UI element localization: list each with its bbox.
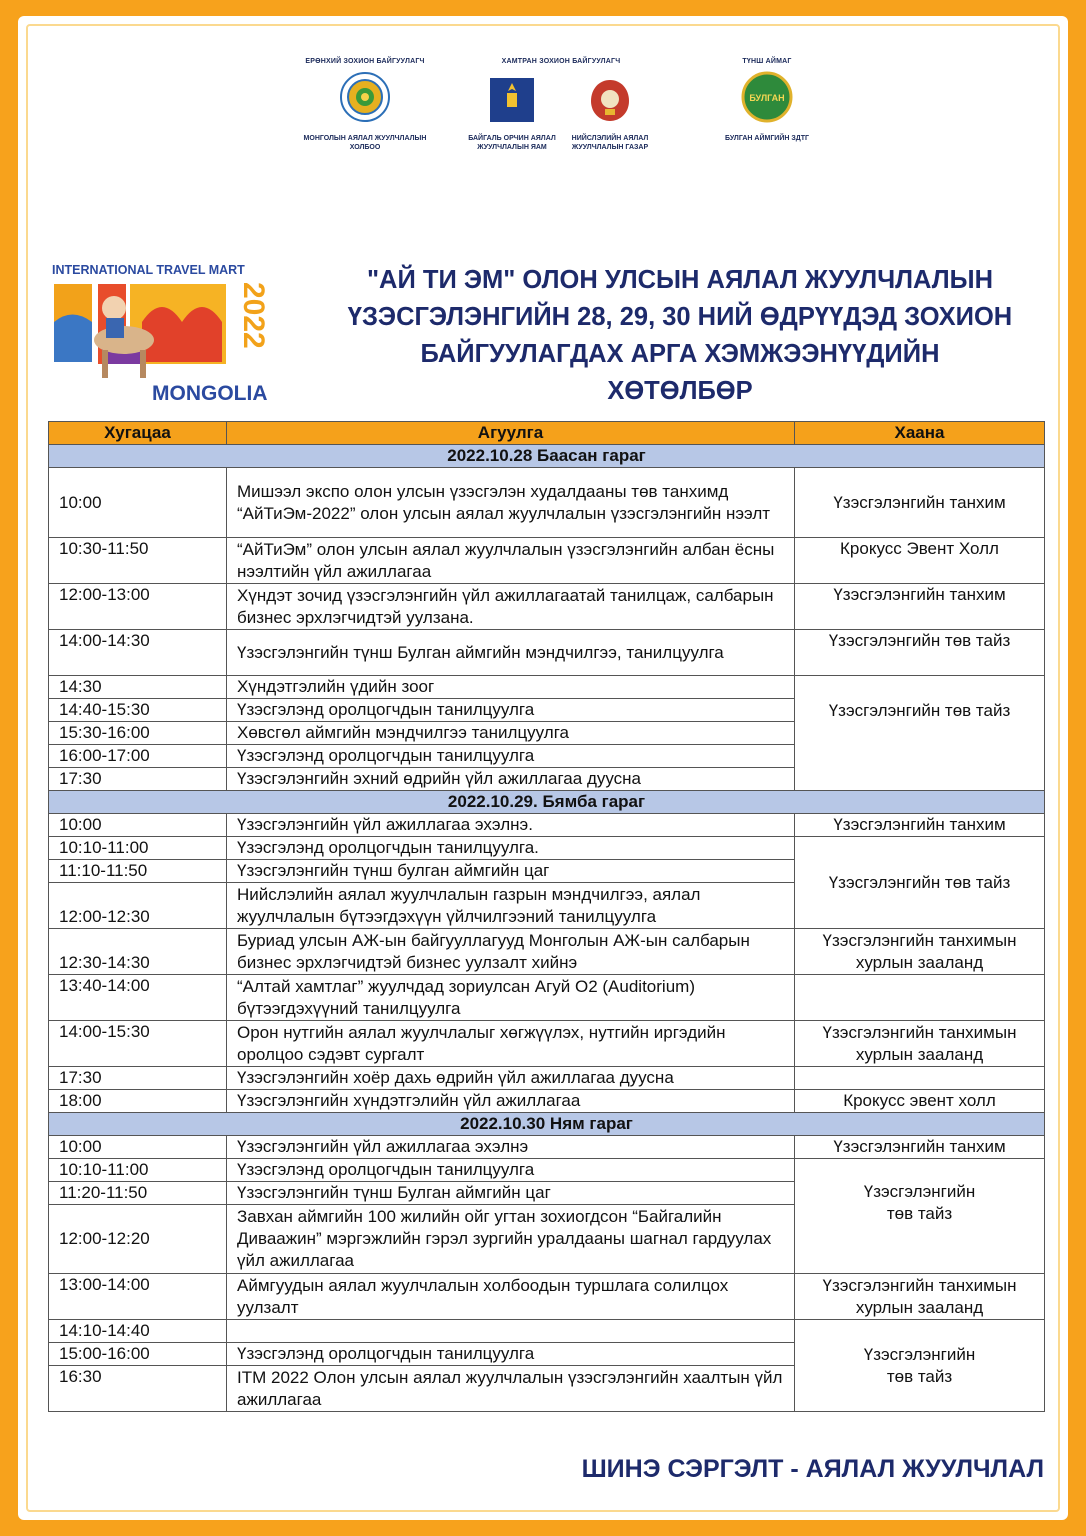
time-cell: 10:00	[49, 468, 227, 538]
time-cell: 12:00-13:00	[49, 584, 227, 630]
content-cell: Үзэсгэлэнд оролцогчдын танилцуулга	[227, 745, 795, 768]
time-cell: 14:10-14:40	[49, 1320, 227, 1343]
table-row	[49, 1067, 1045, 1090]
organizer-role: ХАМТРАН ЗОХИОН БАЙГУУЛАГЧ	[501, 58, 621, 65]
header-time: Хугацаа	[49, 422, 227, 445]
where-line: Үзэсгэлэнгийн	[863, 1182, 976, 1201]
where-cell: Үзэсгэлэнгийн танхимын хурлын зааланд	[795, 1021, 1045, 1067]
table-row	[49, 929, 1045, 975]
content-cell: Аймгуудын аялал жуулчлалын холбоодын туршлага солилцох уулзалт	[227, 1274, 795, 1320]
capital-tourism-name: НИЙСЛЭЛИЙН АЯЛАЛ ЖУУЛЧЛАЛЫН ГАЗАР	[571, 135, 649, 151]
table-row	[49, 975, 1045, 1021]
time-cell: 12:00-12:30	[49, 883, 227, 929]
day-header	[49, 1113, 1045, 1136]
document-title	[320, 262, 1040, 410]
content-cell: Үзэсгэлэнгийн эхний өдрийн үйл ажиллагаа дууснa	[227, 768, 795, 791]
table-row	[49, 1274, 1045, 1320]
bulgan-seal-text: БУЛГАН	[749, 93, 785, 103]
table-row	[49, 1136, 1045, 1159]
time-cell: 17:30	[49, 768, 227, 791]
content-cell: Хүндэт зочид үзэсгэлэнгийн үйл ажиллагаатай танилцаж, салбарын бизнес эрхлэгчидтэй уулзана.	[227, 584, 795, 630]
content-cell: Үзэсгэлэнд оролцогчдын танилцуулга	[227, 699, 795, 722]
time-cell: 14:00-14:30	[49, 630, 227, 676]
content-cell: Завхан аймгийн 100 жилийн ойг угтан зохиогдсон “Байгалийн Диваажин” мэргэжлийн гэрэл зургийн уралдааны шагнал гардуулах үйл ажиллагаа	[227, 1205, 795, 1274]
content-cell: Орон нутгийн аялал жуулчлалыг хөгжүүлэх, нутгийн иргэдийн оролцоо сэдэвт сургалт	[227, 1021, 795, 1067]
time-cell: 13:40-14:00	[49, 975, 227, 1021]
where-cell: Үзэсгэлэнгийн танхим	[795, 814, 1045, 837]
day-label: 2022.10.30 Ням гараг	[49, 1113, 1045, 1136]
table-header-row	[49, 422, 1045, 445]
table-row	[49, 1090, 1045, 1113]
schedule-table	[48, 421, 1045, 1412]
where-cell: Үзэсгэлэнгийн төв тайз	[795, 676, 1045, 791]
itm-2022-logo	[52, 262, 278, 407]
table-row	[49, 837, 1045, 860]
partner-province	[712, 58, 822, 143]
day-label: 2022.10.28 Баасан гараг	[49, 445, 1045, 468]
itm-logo-top-text: INTERNATIONAL TRAVEL MART	[52, 263, 245, 277]
where-line: төв тайз	[886, 1366, 953, 1386]
table-row	[49, 1320, 1045, 1343]
time-cell: 12:30-14:30	[49, 929, 227, 975]
capital-tourism-block	[564, 71, 656, 152]
ulaanbaatar-emblem	[587, 77, 633, 123]
content-cell	[227, 1320, 795, 1343]
itm-year: 2022	[237, 282, 270, 349]
where-cell: Үзэсгэлэнгийн танхим	[795, 1136, 1045, 1159]
content-cell: Үзэсгэлэнгийн хоёр дахь өдрийн үйл ажиллагаа дуусна	[227, 1067, 795, 1090]
content-cell: Үзэсгэлэнгийн түнш Булган аймгийн цаг	[227, 1182, 795, 1205]
time-cell: 14:30	[49, 676, 227, 699]
ministry-name: БАЙГАЛЬ ОРЧИН АЯЛАЛ ЖУУЛЧЛАЛЫН ЯАМ	[468, 135, 556, 151]
footer-slogan: ШИНЭ СЭРГЭЛТ - АЯЛАЛ ЖУУЛЧЛАЛ	[581, 1455, 1044, 1483]
time-cell: 13:00-14:00	[49, 1274, 227, 1320]
itm-logo-bottom-text: MONGOLIA	[152, 382, 268, 405]
content-cell: Хөвсгөл аймгийн мэндчилгээ танилцуулга	[227, 722, 795, 745]
content-cell: Нийслэлийн аялал жуулчлалын газрын мэндчилгээ, аялал жуулчлалын бүтээгдэхүүн үйлчилгээний танилцуулга	[227, 883, 795, 929]
time-cell: 16:30	[49, 1366, 227, 1412]
title-line: ҮЗЭСГЭЛЭНГИЙН 28, 29, 30 НИЙ ӨДРҮҮДЭД ЗОХИОН	[347, 303, 1013, 331]
table-row	[49, 1021, 1045, 1067]
where-cell: Үзэсгэлэнгийн танхимын хурлын зааланд	[795, 929, 1045, 975]
table-row	[49, 630, 1045, 676]
time-cell: 15:30-16:00	[49, 722, 227, 745]
time-cell: 10:00	[49, 1136, 227, 1159]
content-cell: Үзэсгэлэнд оролцогчдын танилцуулга	[227, 1343, 795, 1366]
content-cell: Буриад улсын АЖ-ын байгууллагууд Монголын АЖ-ын салбарын бизнес эрхлэгчидтэй бизнес уулзалт хийнэ	[227, 929, 795, 975]
content-cell: “Алтай хамтлаг” жуулчдад зориулсан Агуй O2 (Auditorium) бүтээгдэхүүний танилцуулга	[227, 975, 795, 1021]
table-row	[49, 538, 1045, 584]
time-cell: 11:20-11:50	[49, 1182, 227, 1205]
day-label: 2022.10.29. Бямба гараг	[49, 791, 1045, 814]
time-cell: 10:10-11:00	[49, 837, 227, 860]
time-cell: 15:00-16:00	[49, 1343, 227, 1366]
content-cell: Үзэсгэлэнгийн үйл ажиллагаа эхэлнэ.	[227, 814, 795, 837]
time-cell: 17:30	[49, 1067, 227, 1090]
table-row	[49, 584, 1045, 630]
organizer-co	[466, 58, 656, 152]
ministry-seal	[489, 77, 535, 123]
where-cell: Үзэсгэлэнгийн танхимын хурлын зааланд	[795, 1274, 1045, 1320]
time-cell: 18:00	[49, 1090, 227, 1113]
title-line: БАЙГУУЛАГДАХ АРГА ХЭМЖЭЭНҮҮДИЙН	[420, 340, 940, 368]
table-row	[49, 468, 1045, 538]
where-cell: Крокусс Эвент Холл	[795, 538, 1045, 584]
where-cell: Үзэсгэлэнгийн танхим	[795, 584, 1045, 630]
organizer-name: МОНГОЛЫН АЯЛАЛ ЖУУЛЧЛАЛЫН ХОЛБОО	[303, 135, 427, 151]
table-row	[49, 814, 1045, 837]
ministry-block	[466, 71, 558, 152]
header-where: Хаана	[795, 422, 1045, 445]
where-cell: Үзэсгэлэнгийн танхим	[795, 468, 1045, 538]
where-cell: Үзэсгэлэнгийн төв тайз	[795, 630, 1045, 676]
title-line: ХӨТӨЛБӨР	[607, 377, 753, 405]
table-row	[49, 676, 1045, 699]
content-cell: Мишээл экспо олон улсын үзэсгэлэн худалдааны төв танхимд “АйТиЭм-2022” олон улсын аялал жуулчлалын үзэсгэлэнгийн нээлт	[227, 468, 795, 538]
partner-name: БУЛГАН АЙМГИЙН ЗДТГ	[724, 135, 809, 142]
content-cell: Үзэсгэлэнгийн түнш Булган аймгийн мэндчилгээ, танилцуулга	[227, 630, 795, 676]
organizer-role: ЕРӨНХИЙ ЗОХИОН БАЙГУУЛАГЧ	[305, 58, 425, 65]
where-cell	[795, 1067, 1045, 1090]
where-cell: Крокусс эвент холл	[795, 1090, 1045, 1113]
bulgan-seal	[741, 71, 793, 123]
content-cell: Үзэсгэлэнд оролцогчдын танилцуулга.	[227, 837, 795, 860]
content-cell: ITM 2022 Олон улсын аялал жуулчлалын үзэсгэлэнгийн хаалтын үйл ажиллагаа	[227, 1366, 795, 1412]
where-cell	[795, 975, 1045, 1021]
where-line: Үзэсгэлэнгийн	[863, 1344, 976, 1364]
where-line: төв тайз	[886, 1204, 953, 1223]
time-cell: 14:00-15:30	[49, 1021, 227, 1067]
content-cell: Үзэсгэлэнгийн хүндэтгэлийн үйл ажиллагаа	[227, 1090, 795, 1113]
where-cell	[795, 1159, 1045, 1274]
day-header	[49, 445, 1045, 468]
time-cell: 16:00-17:00	[49, 745, 227, 768]
content-cell: Үзэсгэлэнд оролцогчдын танилцуулга	[227, 1159, 795, 1182]
time-cell: 11:10-11:50	[49, 860, 227, 883]
time-cell: 14:40-15:30	[49, 699, 227, 722]
where-cell	[795, 1320, 1045, 1412]
organizer-main	[290, 58, 440, 152]
content-cell: Үзэсгэлэнгийн түнш булган аймгийн цаг	[227, 860, 795, 883]
time-cell: 12:00-12:20	[49, 1205, 227, 1274]
partner-role: ТҮНШ АЙМАГ	[742, 58, 792, 65]
content-cell: Хүндэтгэлийн үдийн зоог	[227, 676, 795, 699]
title-line: "АЙ ТИ ЭМ" ОЛОН УЛСЫН АЯЛАЛ ЖУУЛЧЛАЛЫН	[366, 266, 994, 294]
time-cell: 10:10-11:00	[49, 1159, 227, 1182]
time-cell: 10:30-11:50	[49, 538, 227, 584]
time-cell: 10:00	[49, 814, 227, 837]
where-cell: Үзэсгэлэнгийн төв тайз	[795, 837, 1045, 929]
content-cell: “АйТиЭм” олон улсын аялал жуулчлалын үзэсгэлэнгийн албан ёсны нээлтийн үйл ажиллагаа	[227, 538, 795, 584]
table-row	[49, 1159, 1045, 1182]
day-header	[49, 791, 1045, 814]
header-content: Агуулга	[227, 422, 795, 445]
content-cell: Үзэсгэлэнгийн үйл ажиллагаа эхэлнэ	[227, 1136, 795, 1159]
mongolian-tourism-association-seal	[339, 71, 391, 123]
